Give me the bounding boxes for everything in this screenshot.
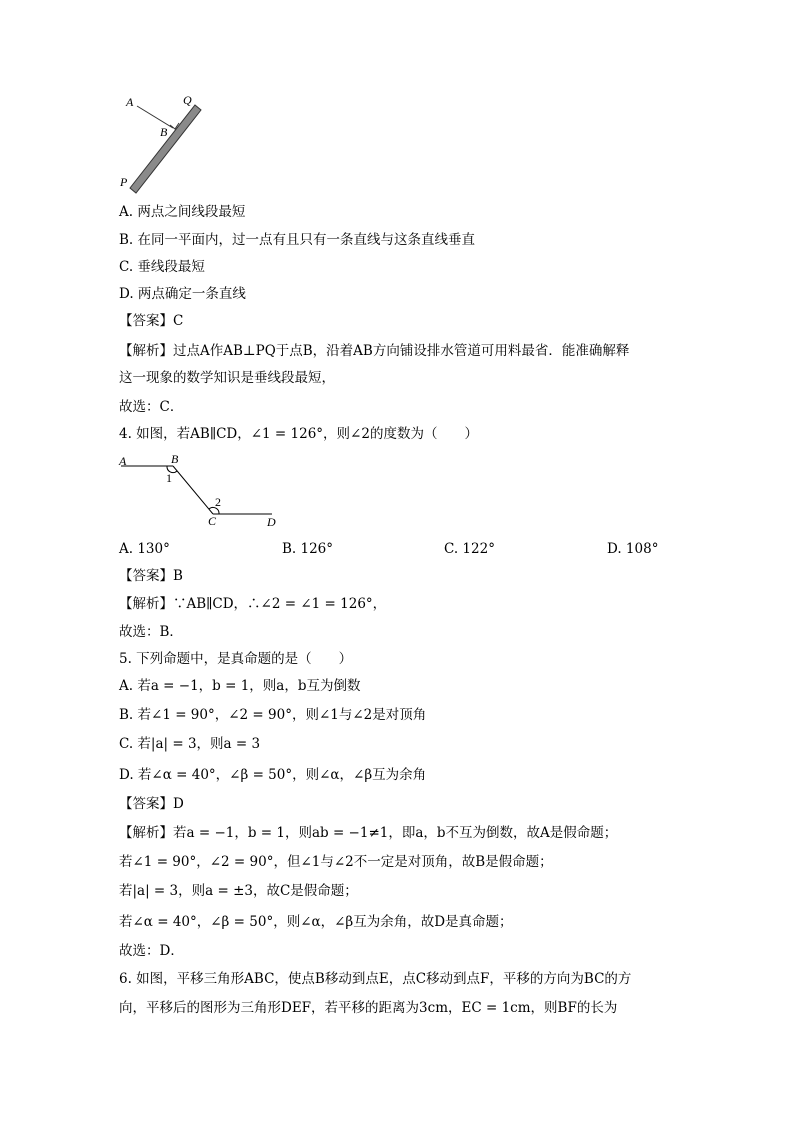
q5-option-b: B. 若∠1 = 90°，∠2 = 90°，则∠1与∠2是对顶角 xyxy=(119,707,427,723)
q5-answer: 【答案】D xyxy=(119,796,184,812)
q3-analysis-line1: 【解析】过点A作AB⊥PQ于点B，沿着AB方向铺设排水管道可用料最省．能准确解释 xyxy=(119,343,630,359)
q5-option-a: A. 若a = −1，b = 1，则a，b互为倒数 xyxy=(119,678,361,694)
q3-answer: 【答案】C xyxy=(119,313,184,329)
q5-analysis-line3: 若|a| = 3，则a = ±3，故C是假命题； xyxy=(119,883,358,899)
q3-option-b: B. 在同一平面内，过一点有且只有一条直线与这条直线垂直 xyxy=(119,232,476,248)
q4-analysis: 【解析】∵AB∥CD，∴∠2 = ∠1 = 126°， xyxy=(119,596,387,612)
q3-choose: 故选：C． xyxy=(119,399,184,415)
pipe-pq xyxy=(130,105,201,193)
q5-analysis-line1: 【解析】若a = −1，b = 1，则ab = −1≠1，即a，b不互为倒数，故A是假命题； xyxy=(119,825,618,841)
q5-stem: 5. 下列命题中，是真命题的是（ ） xyxy=(119,651,353,667)
q4-option-d: D. 108° xyxy=(607,541,659,557)
q5-choose: 故选：D． xyxy=(119,943,184,959)
q4-option-a: A. 130° xyxy=(119,541,170,557)
q3-option-a: A. 两点之间线段最短 xyxy=(119,204,246,220)
q3-analysis-line2: 这一现象的数学知识是垂线段最短， xyxy=(119,370,335,386)
label-A: A xyxy=(119,454,127,468)
label-D: D xyxy=(267,515,276,529)
q4-option-b: B. 126° xyxy=(282,541,334,557)
q4-option-c: C. 122° xyxy=(444,541,495,557)
figure-perpendicular xyxy=(115,92,215,196)
line-bc xyxy=(173,466,213,514)
q3-option-c: C. 垂线段最短 xyxy=(119,259,205,275)
q5-option-d: D. 若∠α = 40°，∠β = 50°，则∠α，∠β互为余角 xyxy=(119,767,427,783)
q5-analysis-line2: 若∠1 = 90°，∠2 = 90°，但∠1与∠2不一定是对顶角，故B是假命题； xyxy=(119,854,553,870)
q6-line2: 向，平移后的图形为三角形DEF，若平移的距离为3cm，EC = 1cm，则BF的长为 xyxy=(119,1000,618,1016)
figure-parallel-lines xyxy=(115,450,285,532)
label-P: P xyxy=(120,175,128,189)
q3-option-d: D. 两点确定一条直线 xyxy=(119,286,246,302)
label-1: 1 xyxy=(166,471,172,485)
label-A: A xyxy=(126,95,134,109)
segment-ab xyxy=(137,106,173,128)
q4-stem: 4. 如图，若AB∥CD，∠1 = 126°，则∠2的度数为（ ） xyxy=(119,426,478,442)
label-C: C xyxy=(208,514,217,528)
label-B: B xyxy=(160,125,168,139)
q5-option-c: C. 若|a| = 3，则a = 3 xyxy=(119,736,261,752)
label-B: B xyxy=(171,452,179,466)
q6-line1: 6. 如图，平移三角形ABC，使点B移动到点E，点C移动到点F，平移的方向为BC的方 xyxy=(119,971,632,987)
q4-answer: 【答案】B xyxy=(119,568,183,584)
q5-analysis-line4: 若∠α = 40°，∠β = 50°，则∠α，∠β互为余角，故D是真命题； xyxy=(119,914,513,930)
label-Q: Q xyxy=(183,93,192,107)
q4-choose: 故选：B． xyxy=(119,624,183,640)
label-2: 2 xyxy=(215,495,221,509)
